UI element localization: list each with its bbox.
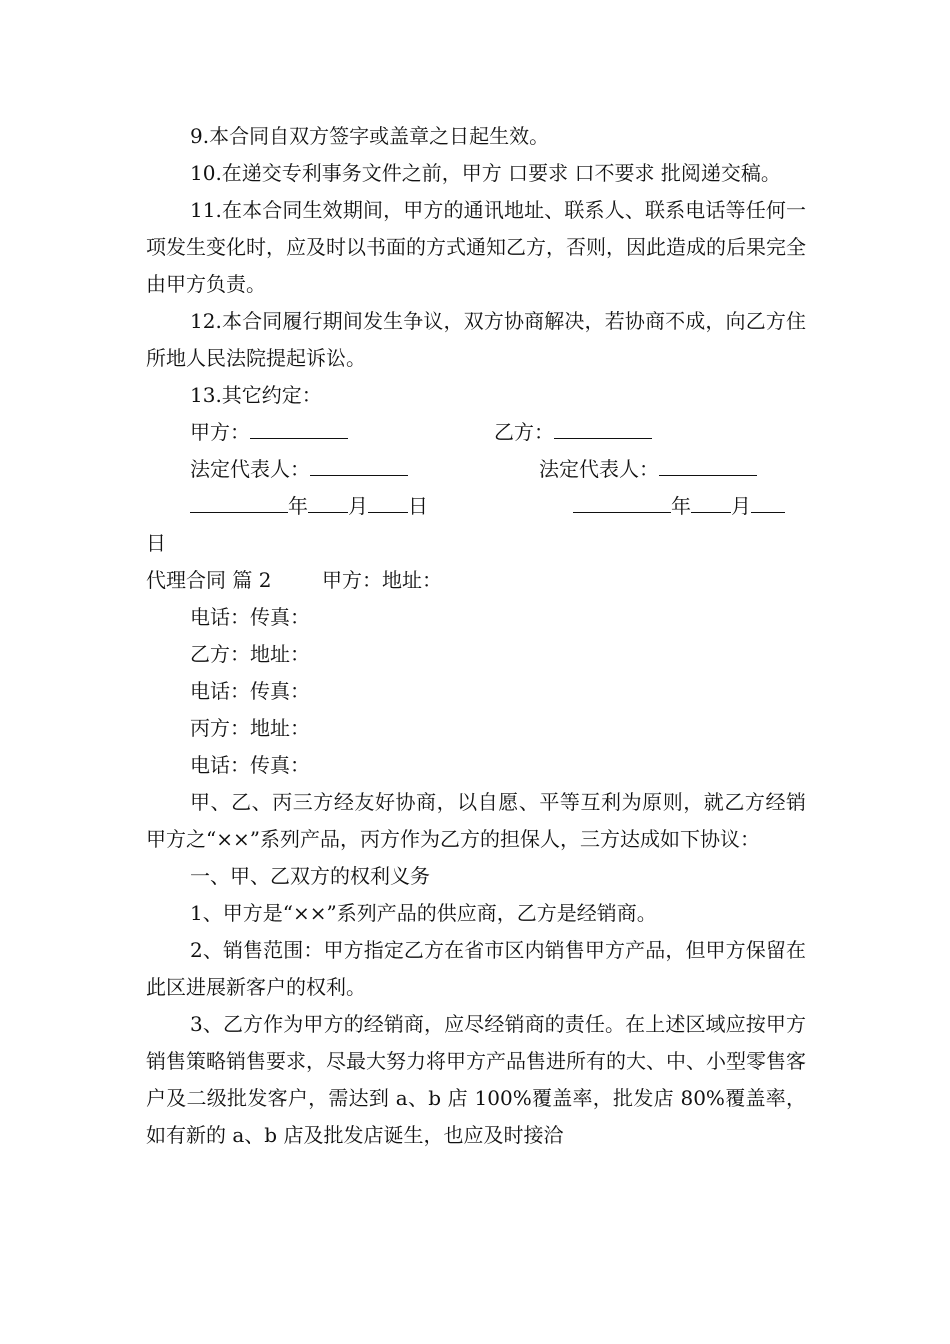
clause-10: 10.在递交专利事务文件之前，甲方 口要求 口不要求 批阅递交稿。 [190, 161, 781, 185]
day-label: 日 [146, 531, 166, 555]
contact-line: 电话：传真： [190, 679, 310, 703]
contact-line: 乙方：地址： [190, 642, 310, 666]
party-a-signature [190, 414, 348, 451]
year-label: 年 [288, 494, 308, 518]
section2-heading-row [146, 562, 806, 599]
party-a-rep-blank [310, 451, 408, 476]
party-b-rep-signature [539, 451, 757, 488]
party-b-signature [494, 414, 652, 451]
section2-intro: 甲、乙、丙三方经友好协商，以自愿、平等互利为原则，就乙方经销甲方之“××”系列产品，丙方作为乙方的担保人，三方达成如下协议： [146, 790, 806, 851]
contact-line: 电话：传真： [190, 753, 310, 777]
signature-rep-row [146, 451, 806, 488]
signature-date-row [146, 488, 806, 525]
year-label: 年 [671, 494, 691, 518]
clause-13: 13.其它约定： [190, 383, 322, 407]
clause-11: 11.在本合同生效期间，甲方的通讯地址、联系人、联系电话等任何一项发生变化时，应及时以书面的方式通知乙方，否则，因此造成的后果完全由甲方负责。 [146, 198, 806, 296]
party-b-rep-label: 法定代表人： [539, 457, 659, 481]
contact-line: 丙方：地址： [190, 716, 310, 740]
contact-line: 电话：传真： [190, 605, 310, 629]
part1-item-1: 1、甲方是“××”系列产品的供应商，乙方是经销商。 [190, 901, 657, 925]
party-b-month-blank [691, 488, 731, 513]
document-body [146, 118, 806, 1154]
party-b-day-wrap [146, 525, 806, 562]
party-a-day-blank [368, 488, 408, 513]
party-a-label: 甲方： [190, 420, 250, 444]
party-b-day-blank [751, 488, 785, 513]
party-a-blank [250, 414, 348, 439]
party-a-rep-signature [190, 451, 408, 488]
party-b-label: 乙方： [494, 420, 554, 444]
day-label: 日 [408, 494, 428, 518]
party-b-date [573, 488, 785, 525]
party-b-year-blank [573, 488, 671, 513]
party-a-year-blank [190, 488, 288, 513]
clause-12: 12.本合同履行期间发生争议，双方协商解决，若协商不成，向乙方住所地人民法院提起诉讼。 [146, 309, 806, 370]
month-label: 月 [731, 494, 751, 518]
party-b-blank [554, 414, 652, 439]
section2-party-a: 甲方：地址： [322, 568, 442, 592]
clause-9: 9.本合同自双方签字或盖章之日起生效。 [190, 124, 550, 148]
party-a-rep-label: 法定代表人： [190, 457, 310, 481]
section2-heading: 代理合同 篇 2 [146, 568, 272, 592]
part1-item-3: 3、乙方作为甲方的经销商，应尽经销商的责任。在上述区域应按甲方销售策略销售要求，尽最大努力将甲方产品售进所有的大、中、小型零售客户及二级批发客户，需达到 a、b 店 100%覆盖率，批发店 80%覆盖率，如有新的 a、b 店及批发店诞生，也应及时接洽 [146, 1012, 806, 1147]
party-b-rep-blank [659, 451, 757, 476]
party-a-month-blank [308, 488, 348, 513]
part1-title: 一、甲、乙双方的权利义务 [190, 864, 430, 888]
part1-item-2: 2、销售范围：甲方指定乙方在省市区内销售甲方产品，但甲方保留在此区进展新客户的权利。 [146, 938, 806, 999]
signature-party-row [146, 414, 806, 451]
party-a-date [190, 488, 428, 525]
month-label: 月 [348, 494, 368, 518]
